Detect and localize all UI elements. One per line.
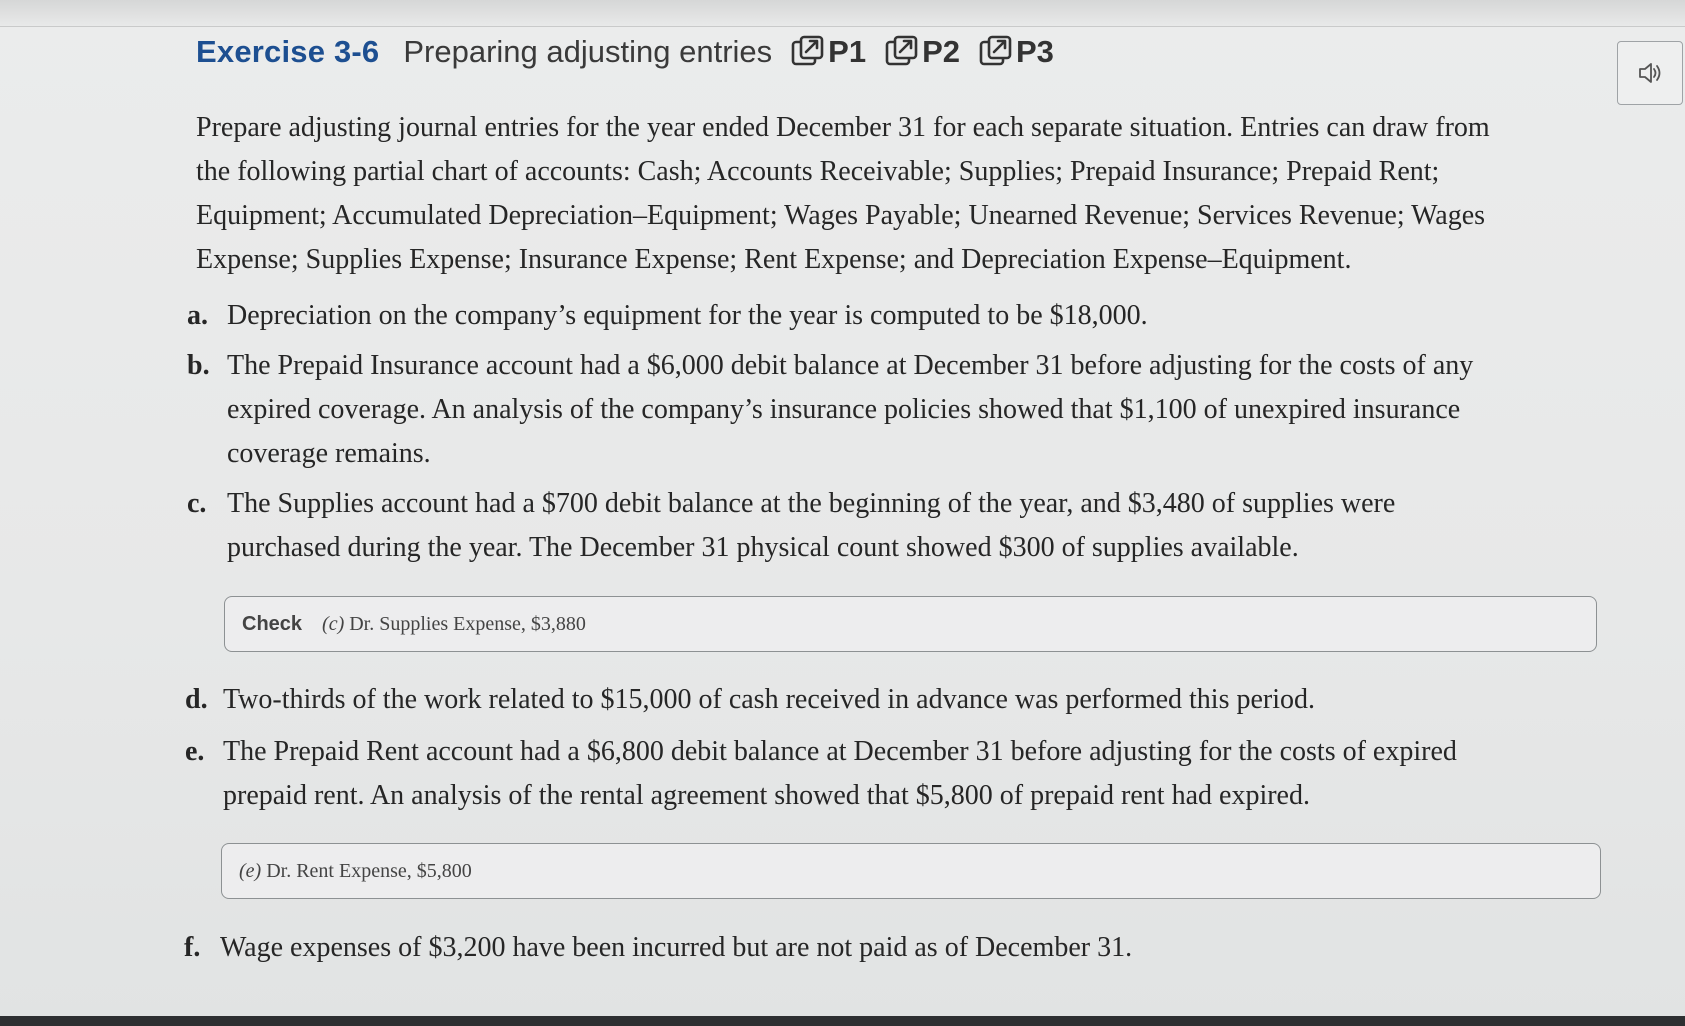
top-edge [0,0,1685,27]
check-value: Dr. Rent Expense, $5,800 [266,859,472,882]
item-line: The Prepaid Insurance account had a $6,000 debit balance at December 31 before adjusting for the costs of any [227,350,1474,381]
item-line: purchased during the year. The December 31 physical count showed $300 of supplies available. [227,532,1299,563]
objective-label: P1 [828,34,867,69]
instructions-line: the following partial chart of accounts: Cash; Accounts Receivable; Supplies; Prepaid Insurance; Prepaid Rent; [196,156,1440,187]
item-b [187,344,1587,476]
instructions-paragraph [196,106,1596,282]
item-letter: f. [184,932,201,963]
item-f [184,926,1584,970]
item-c [187,482,1587,570]
item-line: The Supplies account had a $700 debit balance at the beginning of the year, and $3,480 of supplies were [227,488,1396,519]
exercise-number: Exercise 3-6 [196,34,380,69]
item-line: expired coverage. An analysis of the company’s insurance policies showed that $1,100 of unexpired insurance [227,394,1461,425]
item-line: coverage remains. [227,438,431,469]
external-link-icon [790,35,824,69]
instructions-line: Equipment; Accumulated Depreciation–Equipment; Wages Payable; Unearned Revenue; Services Revenue; Wages [196,200,1486,231]
item-line: The Prepaid Rent account had a $6,800 debit balance at December 31 before adjusting for the costs of expired [223,736,1457,767]
bottom-edge [0,1016,1685,1026]
check-ref: (c) [322,612,345,635]
item-a [187,294,1587,338]
objective-link-p2[interactable] [884,34,960,70]
item-e [185,730,1585,818]
exercise-title: Preparing adjusting entries [403,34,773,69]
check-value: Dr. Supplies Expense, $3,880 [349,612,586,635]
item-line: Depreciation on the company’s equipment for the year is computed to be $18,000. [227,300,1148,331]
external-link-icon [978,35,1012,69]
item-d [185,678,1585,722]
item-text [227,482,1395,570]
check-answer-box-e [221,843,1601,899]
check-ref: (e) [239,859,262,882]
item-line: Two-thirds of the work related to $15,000 of cash received in advance was performed this period. [223,684,1316,715]
check-text [322,613,586,636]
item-text [227,344,1473,476]
instructions-line: Expense; Supplies Expense; Insurance Expense; Rent Expense; and Depreciation Expense–Equipment. [196,244,1352,275]
objective-link-p3[interactable] [978,34,1054,70]
speaker-icon [1636,59,1664,87]
item-line: prepaid rent. An analysis of the rental agreement showed that $5,800 of prepaid rent had expired. [223,780,1310,811]
check-label: Check [242,612,303,635]
objective-link-p1[interactable] [790,34,866,70]
item-text [227,294,1148,338]
item-letter: a. [187,300,208,331]
exercise-header [196,34,1054,70]
item-letter: e. [185,736,205,767]
external-link-icon [884,35,918,69]
check-text [239,860,472,883]
instructions-line: Prepare adjusting journal entries for the year ended December 31 for each separate situation. Entries can draw from [196,112,1490,143]
item-letter: d. [185,684,208,715]
item-letter: c. [187,488,207,519]
item-text [223,678,1315,722]
objective-label: P3 [1016,34,1054,69]
check-answer-box-c [224,596,1597,652]
item-text [220,926,1132,970]
item-line: Wage expenses of $3,200 have been incurred but are not paid as of December 31. [220,932,1133,963]
audio-button[interactable] [1617,41,1683,105]
item-text [223,730,1457,818]
objective-label: P2 [922,34,960,69]
item-letter: b. [187,350,210,381]
